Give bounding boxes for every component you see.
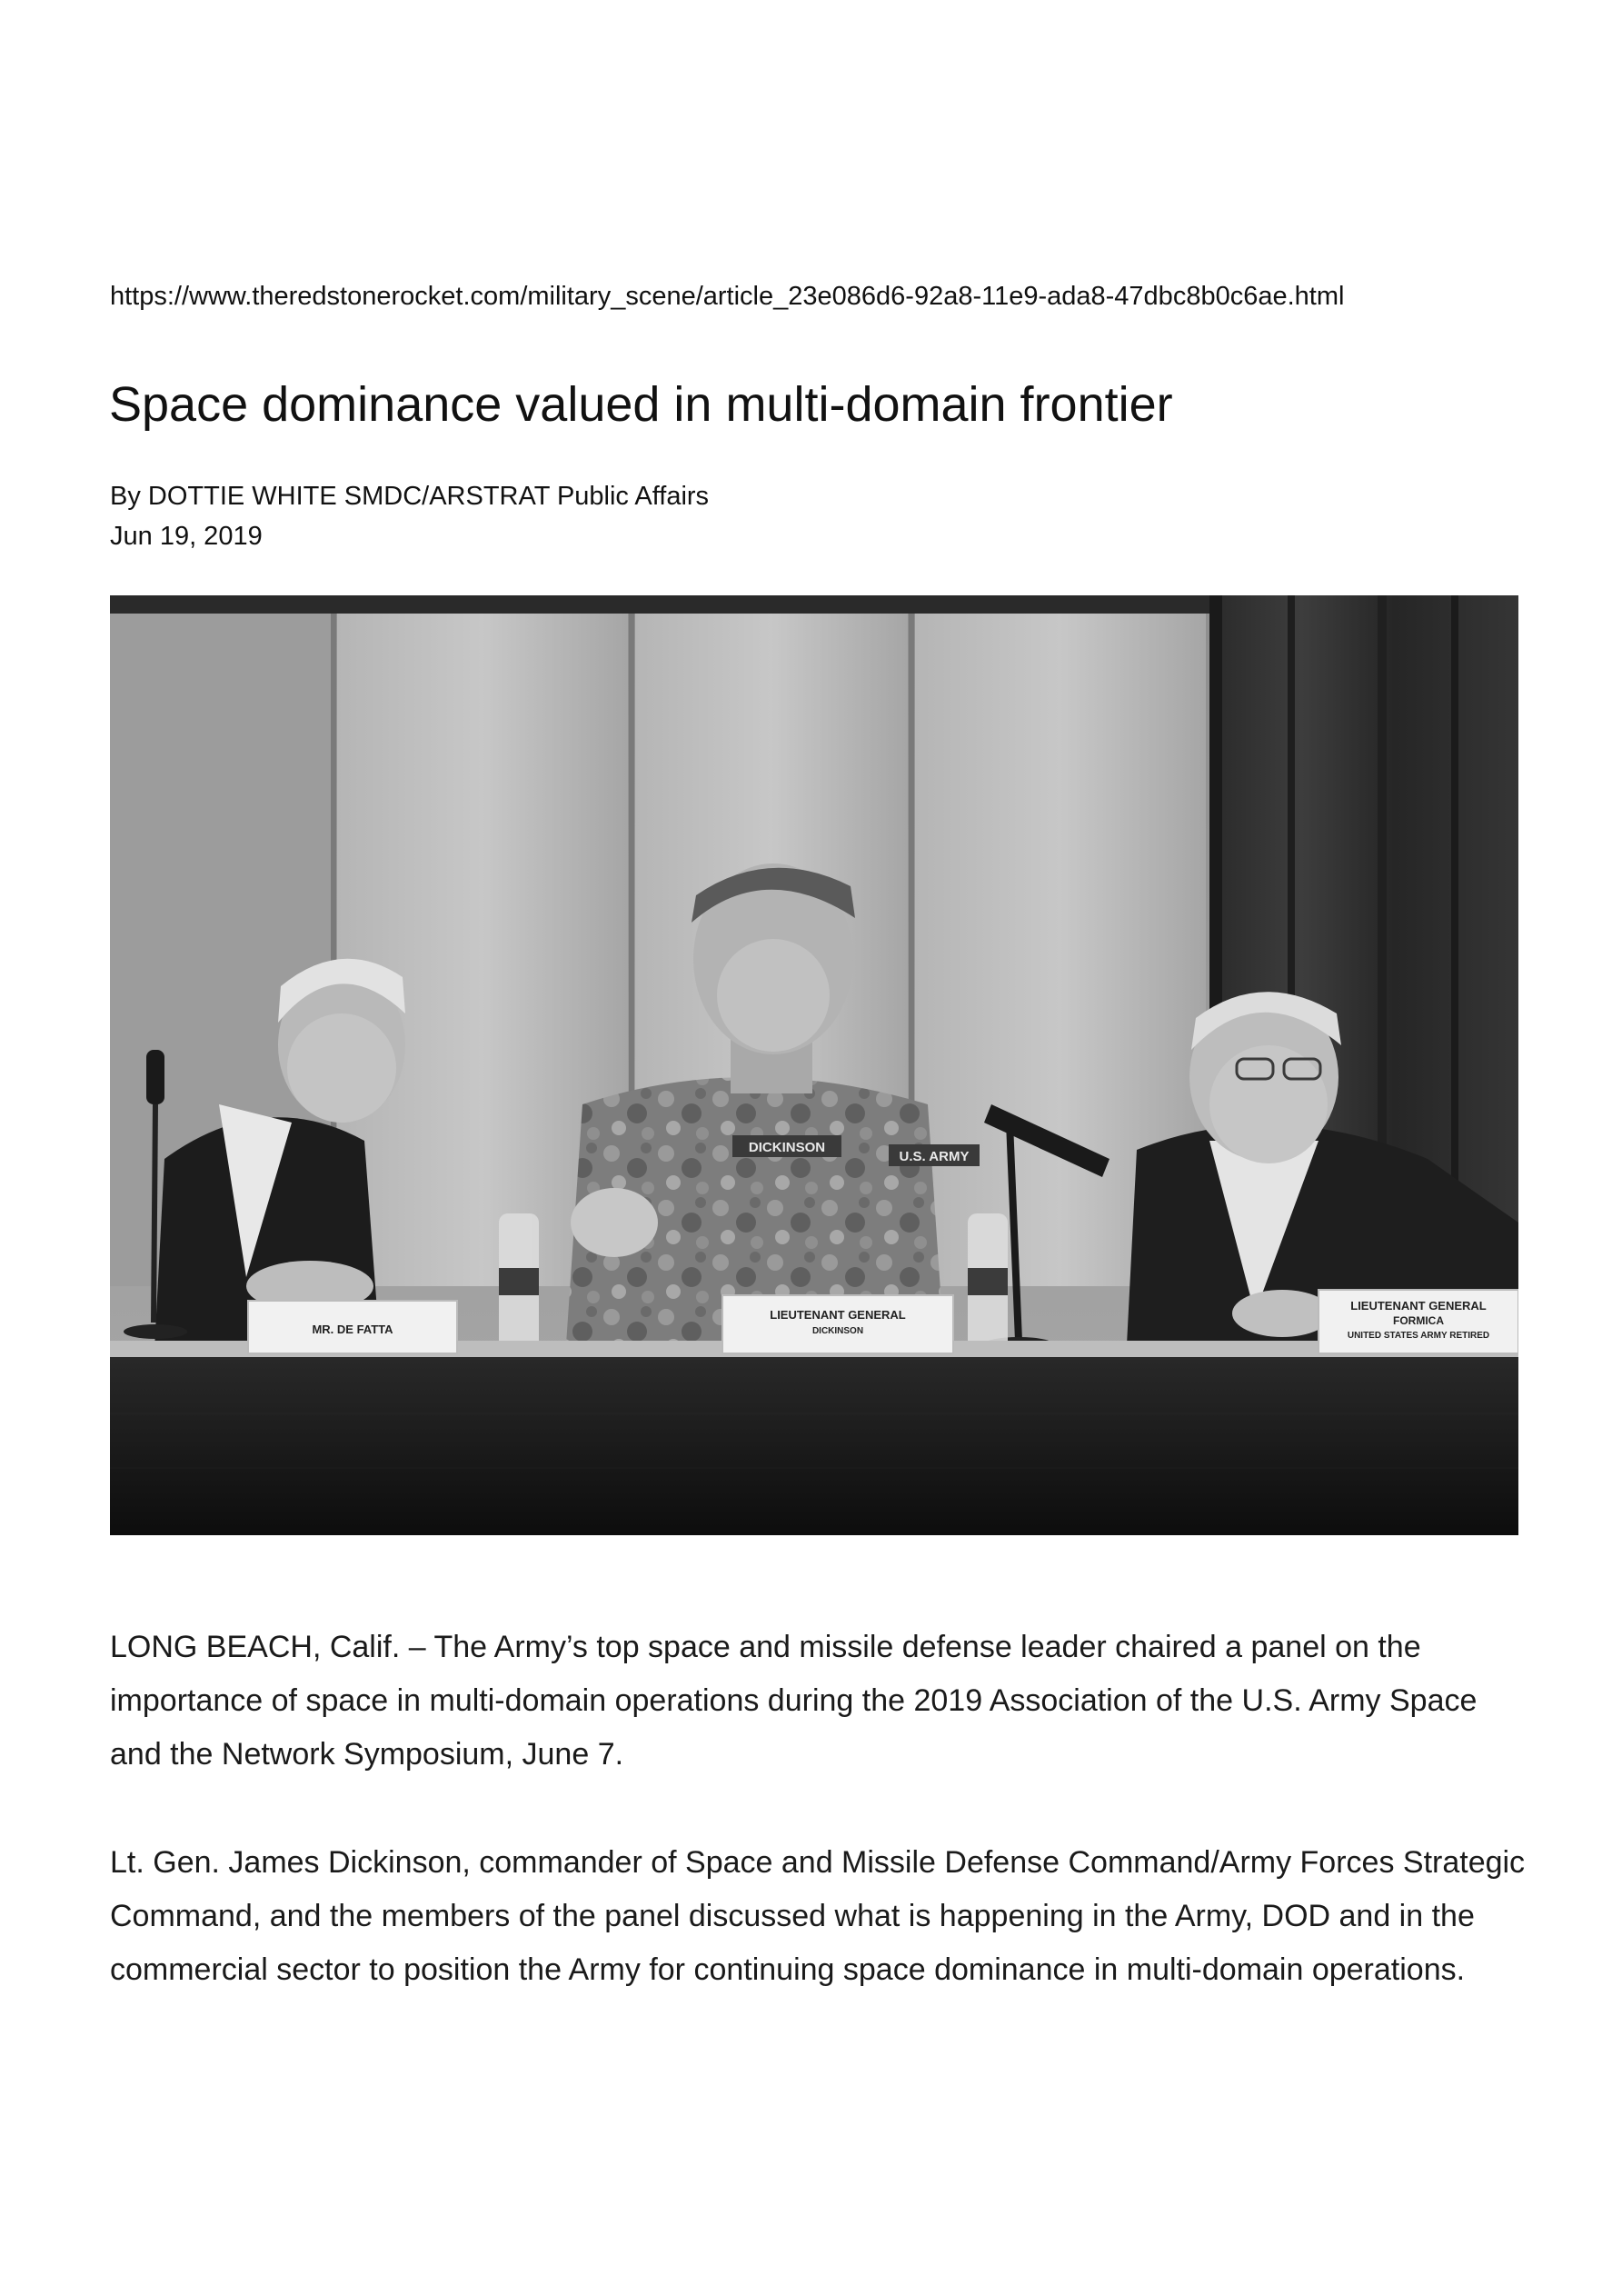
uniform-name-tag: DICKINSON [748, 1140, 826, 1155]
placard-right-line1: LIEUTENANT GENERAL [1350, 1299, 1487, 1313]
article-url[interactable]: https://www.theredstonerocket.com/military_scene/article_23e086d6-92a8-11e9-ada8-47dbc8b0c6ae.html [110, 282, 1345, 311]
article-photo [110, 595, 1518, 1535]
placard-left: MR. DE FATTA [312, 1323, 393, 1336]
placard-center-line1: LIEUTENANT GENERAL [770, 1308, 906, 1322]
article-paragraph-2: Lt. Gen. James Dickinson, commander of Space and Missile Defense Command/Army Forces Strategic Command, and the members of the panel discussed what is happening in the Army, DOD and in the commercial sector to position the Army for continuing space dominance in multi-domain operations. [110, 1845, 1526, 1987]
article-byline: By DOTTIE WHITE SMDC/ARSTRAT Public Affairs [110, 482, 710, 511]
article-date: Jun 19, 2019 [110, 522, 263, 551]
article-title: Space dominance valued in multi-domain frontier [109, 377, 1173, 432]
uniform-branch-tag: U.S. ARMY [899, 1149, 970, 1164]
placard-right-line3: UNITED STATES ARMY RETIRED [1347, 1331, 1490, 1341]
article-paragraph-1: LONG BEACH, Calif. – The Army’s top space and missile defense leader chaired a panel on the importance of space in multi-domain operations during the 2019 Association of the U.S. Army Space and the Network Symposium, June 7. [110, 1630, 1478, 1772]
placard-right-line2: FORMICA [1393, 1314, 1444, 1327]
placard-center-line2: DICKINSON [811, 1326, 864, 1336]
